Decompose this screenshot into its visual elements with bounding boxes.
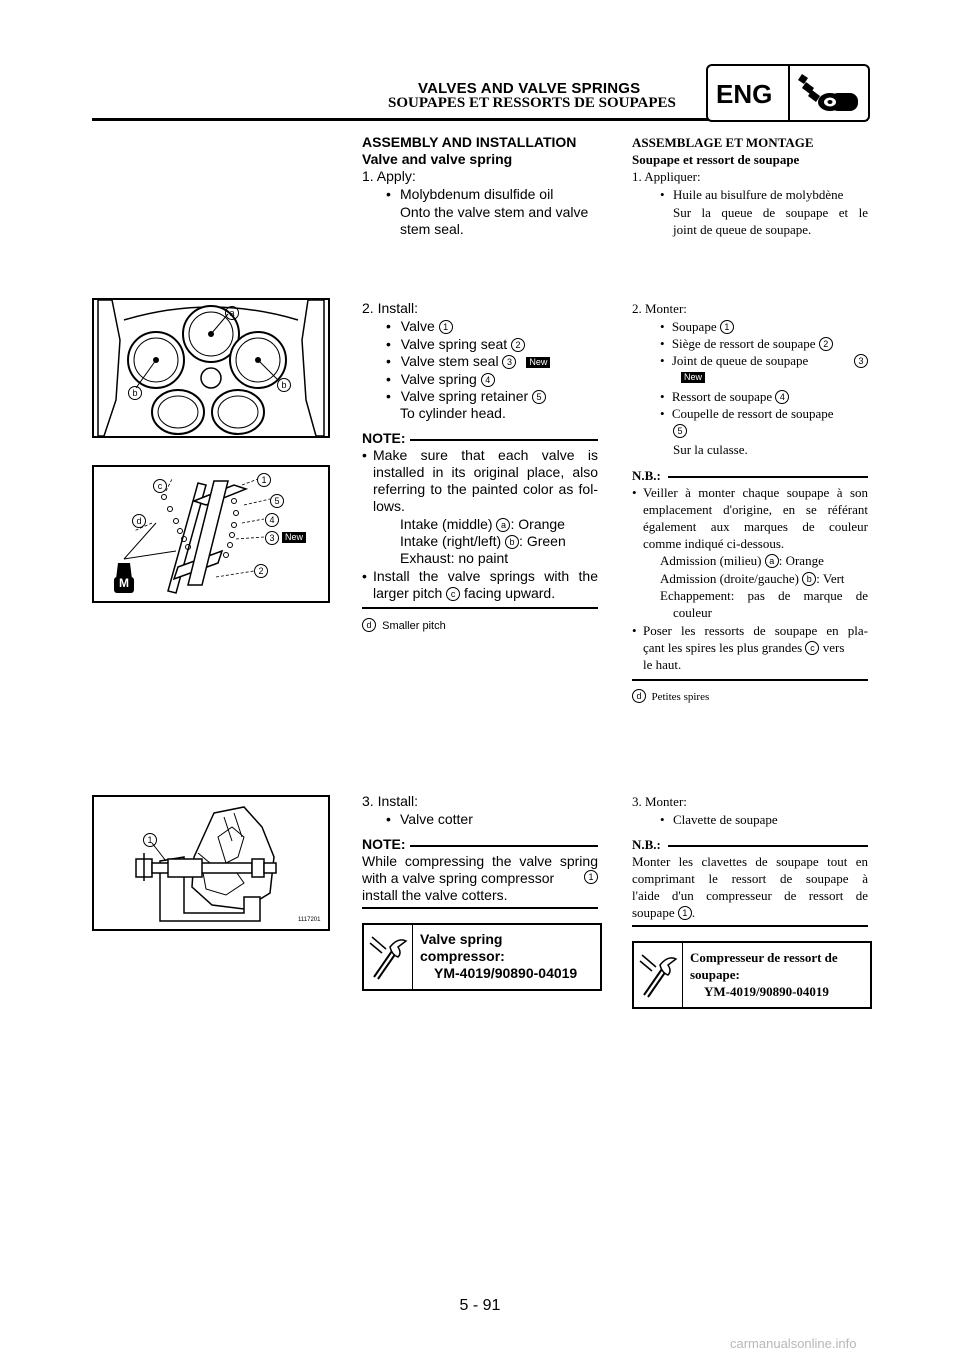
- step2-item-5: • Valve spring retainer 5: [386, 388, 546, 405]
- fr-step2-label: 2. Monter:: [632, 301, 687, 316]
- intake-middle-row: [400, 516, 565, 533]
- fig3-label-1: 1: [143, 833, 157, 847]
- tool-fr-line2: soupape:: [690, 967, 740, 982]
- assembly-subheading: Valve and valve spring: [362, 151, 513, 167]
- fig2-label-5: 5: [270, 494, 284, 508]
- step2-note2-ref-c: c: [446, 587, 460, 601]
- fr-exhaust-line2: couleur: [673, 605, 712, 620]
- step2-legend: [362, 618, 446, 632]
- step1-bullet: •: [386, 186, 391, 202]
- fr-intake-rl-color: : Vert: [816, 571, 845, 586]
- fig2-label-4: 4: [265, 513, 279, 527]
- tool-fr-part-number: YM-4019/90890-04019: [704, 984, 829, 999]
- step2-note1-line1: Make sure that each valve is: [373, 447, 598, 463]
- fig2-label-c: c: [153, 479, 167, 493]
- fr-step2-note-rule: [668, 476, 868, 478]
- intake-rl-label: Intake (right/left): [400, 533, 502, 549]
- intake-middle-ref: a: [496, 518, 510, 532]
- fr-step2-item-2-text: Siège de ressort de soupape: [671, 336, 816, 351]
- figure-cylinder-head: [92, 298, 330, 438]
- fig1-label-b-left: b: [128, 386, 142, 400]
- special-tool-icon: [368, 933, 408, 981]
- step1-detail-2: stem seal.: [400, 221, 464, 237]
- fr-step3-label: 3. Monter:: [632, 794, 687, 809]
- assemblage-subheading: Soupape et ressort de soupape: [632, 152, 800, 167]
- step2-item-3: • Valve stem seal 3 New: [386, 353, 550, 370]
- fr-step3-note-ref-1: 1: [678, 906, 692, 920]
- step2-item-4-text: Valve spring: [400, 371, 477, 387]
- fig2-label-3: 3: [265, 531, 279, 545]
- fr-note2-spires: çant les spires les plus grandes: [643, 640, 803, 655]
- fig2-lube-icon: M: [119, 576, 129, 590]
- fr-step3-note-soupape: soupape: [632, 905, 675, 920]
- fr-note1-line4: comme indiqué ci-dessous.: [643, 536, 785, 551]
- fr-intake-rl-label: Admission (droite/gauche): [660, 571, 799, 586]
- tool-en-line2: compressor:: [420, 948, 505, 964]
- fr-note2-vers: vers: [822, 640, 845, 655]
- step2-to-cylinder-head: To cylinder head.: [400, 405, 506, 421]
- fr-intake-middle-row: [660, 552, 824, 569]
- step2-note2-line1: Install the valve springs with the: [373, 568, 598, 584]
- step3-label: 3. Install:: [362, 793, 419, 809]
- fr-step2-item-2: • Siège de ressort de soupape 2: [660, 335, 833, 352]
- fig1-label-a: a: [225, 306, 239, 320]
- fig2-label-d: d: [132, 514, 146, 528]
- exhaust-row: Exhaust: no paint: [400, 550, 509, 566]
- fr-step2-item-5-num: 5: [673, 424, 687, 438]
- fr-intake-middle-color: : Orange: [778, 553, 824, 568]
- fr-intake-middle-ref: a: [765, 554, 779, 568]
- eng-section-badge: [706, 64, 870, 122]
- step2-note2-facing: facing upward.: [464, 585, 556, 601]
- step1-label: 1. Apply:: [362, 168, 416, 184]
- fr-step2-item-4-text: Ressort de soupape: [671, 389, 773, 404]
- fr-step1-label: 1. Appliquer:: [632, 169, 701, 184]
- step2-note2-bullet: •: [362, 568, 367, 584]
- fr-step2-item-1-text: Soupape: [671, 319, 717, 334]
- step2-note1-line3: referring to the painted color as fol-: [373, 481, 598, 497]
- step2-legend-ref-d: d: [362, 618, 376, 632]
- fr-step3-note-line2: comprimant le ressort de soupape à: [632, 871, 868, 886]
- engine-wrench-icon: [794, 70, 864, 116]
- step3-note-ref-1: 1: [584, 870, 598, 884]
- fr-step2-legend: [632, 689, 709, 703]
- step2-item-2-num: 2: [511, 338, 525, 352]
- fr-step2-item-3: • Joint de queue de soupape: [660, 353, 809, 368]
- header-title-en: VALVES AND VALVE SPRINGS: [418, 80, 641, 97]
- fr-note1-bullet: •: [632, 485, 637, 500]
- fr-step2-item-3-text: Joint de queue de soupape: [671, 353, 809, 368]
- fr-note1-line2: emplacement d'origine, en se référant: [643, 502, 868, 517]
- fr-note2-line3: le haut.: [643, 657, 682, 672]
- fr-step3-note-line1: Monter les clavettes de soupape tout en: [632, 854, 868, 869]
- assembly-heading: ASSEMBLY AND INSTALLATION: [362, 134, 577, 150]
- step3-note-compressor: with a valve spring compressor: [362, 870, 555, 886]
- step2-item-2: • Valve spring seat 2: [386, 336, 525, 353]
- fr-step1-bullet: •: [660, 187, 665, 202]
- fr-step2-note-label: N.B.:: [632, 468, 661, 483]
- tool-box-fr: [632, 941, 872, 1009]
- tool-box-en: [362, 923, 602, 991]
- fr-step2-legend-ref-d: d: [632, 689, 646, 703]
- fr-step2-item-4-num: 4: [775, 390, 789, 404]
- fr-note2-line2: [643, 639, 844, 656]
- fr-step3-note-line4: soupape 1 .: [632, 905, 696, 920]
- step2-item-3-num: 3: [502, 355, 516, 369]
- step2-legend-text: Smaller pitch: [382, 620, 446, 632]
- fr-step2-item-5-text: Coupelle de ressort de soupape: [671, 406, 834, 421]
- fr-intake-rl-row: [660, 570, 845, 587]
- step3-note-line2: [362, 870, 598, 887]
- fig2-new-badge: New: [282, 532, 306, 543]
- special-tool-icon-fr: [638, 951, 678, 999]
- fig3-code: 1117201: [298, 917, 321, 923]
- step3-note-line1: While compressing the valve spring: [362, 853, 598, 869]
- fr-step2-item-2-num: 2: [819, 337, 833, 351]
- fr-note2-line1: Poser les ressorts de soupape en pla-: [643, 623, 868, 638]
- intake-rl-color: : Green: [519, 533, 566, 549]
- intake-middle-label: Intake (middle): [400, 516, 493, 532]
- watermark: carmanualsonline.info: [730, 1336, 857, 1351]
- step2-note2-larger-pitch: larger pitch: [373, 585, 443, 601]
- fr-step2-item-3-new-badge: New: [681, 372, 705, 383]
- step2-item-1-num: 1: [439, 320, 453, 334]
- step2-note-rule: [410, 439, 598, 441]
- page-number: 5 - 91: [459, 1297, 501, 1314]
- step3-note-line3: install the valve cotters.: [362, 887, 508, 903]
- step2-item-3-new-badge: New: [526, 357, 550, 368]
- step2-note2-line2: [373, 585, 555, 602]
- fr-note1-line3: également aux marques de couleur: [643, 519, 868, 534]
- step2-item-1-text: Valve: [400, 318, 435, 334]
- intake-rl-ref: b: [505, 535, 519, 549]
- intake-middle-color: : Orange: [510, 516, 565, 532]
- intake-rl-row: [400, 533, 566, 550]
- step2-item-5-num: 5: [532, 390, 546, 404]
- step2-item-4: • Valve spring 4: [386, 371, 495, 388]
- fr-step2-item-5: • Coupelle de ressort de soupape: [660, 406, 834, 421]
- fr-step3-note-rule: [668, 845, 868, 847]
- fr-step2-item-1: • Soupape 1: [660, 318, 734, 335]
- step2-note1-bullet: •: [362, 447, 367, 463]
- step2-note1-line4: lows.: [373, 498, 405, 514]
- tool-fr-line1: Compresseur de ressort de: [690, 950, 838, 965]
- fig2-label-2: 2: [254, 564, 268, 578]
- fr-step1-detail-2: joint de queue de soupape.: [673, 222, 812, 237]
- tool-en-part-number: YM-4019/90890-04019: [434, 965, 578, 981]
- fr-step1-detail-1: Sur la queue de soupape et le: [673, 205, 868, 220]
- fr-step1-item: Huile au bisulfure de molybdène: [673, 187, 844, 202]
- step2-item-4-num: 4: [481, 373, 495, 387]
- step2-note-label: NOTE:: [362, 430, 406, 446]
- fr-note2-bullet: •: [632, 623, 637, 638]
- fr-step2-note-end-rule: [632, 679, 868, 681]
- step3-bullet: •: [386, 811, 391, 827]
- fr-note1-line1: Veiller à monter chaque soupape à son: [643, 485, 868, 500]
- figure-valve-compressor: [92, 795, 330, 931]
- fr-step2-item-3-num: 3: [854, 354, 868, 368]
- step3-note-end-rule: [362, 907, 598, 909]
- fr-step3-note-end-rule: [632, 925, 868, 927]
- fr-step3-item: Clavette de soupape: [673, 812, 778, 827]
- step2-note1-line2: installed in its original place, also: [373, 464, 598, 480]
- header-title-fr: SOUPAPES ET RESSORTS DE SOUPAPES: [388, 95, 676, 111]
- tool-en-line1: Valve spring: [420, 931, 503, 947]
- step2-note-end-rule: [362, 607, 598, 609]
- step2-item-5-text: Valve spring retainer: [400, 388, 529, 404]
- step2-item-3-text: Valve stem seal: [400, 353, 499, 369]
- fr-step2-item-1-num: 1: [720, 320, 734, 334]
- step1-detail-1: Onto the valve stem and valve: [400, 204, 589, 220]
- fr-step3-note-line3: l'aide d'un compresseur de ressort de: [632, 888, 868, 903]
- assemblage-heading: ASSEMBLAGE ET MONTAGE: [632, 135, 814, 150]
- step3-note-rule: [410, 845, 598, 847]
- step1-item: Molybdenum disulfide oil: [400, 186, 554, 202]
- step2-item-2-text: Valve spring seat: [400, 336, 508, 352]
- step3-note-label: NOTE:: [362, 836, 406, 852]
- fr-intake-middle-label: Admission (milieu): [660, 553, 762, 568]
- fr-step2-item-4: • Ressort de soupape 4: [660, 388, 789, 405]
- fr-step2-to-culasse: Sur la culasse.: [673, 442, 748, 457]
- eng-badge-text: ENG: [716, 79, 773, 109]
- fr-step2-legend-text: Petites spires: [651, 691, 710, 703]
- fr-step3-bullet: •: [660, 812, 665, 827]
- fr-intake-rl-ref: b: [802, 572, 816, 586]
- step2-item-1: • Valve 1: [386, 318, 453, 335]
- fr-step3-note-label: N.B.:: [632, 837, 661, 852]
- fr-note2-ref-c: c: [805, 641, 819, 655]
- fig1-label-b-right: b: [277, 378, 291, 392]
- step2-label: 2. Install:: [362, 300, 419, 316]
- fig2-label-1: 1: [257, 473, 271, 487]
- fr-exhaust-line1: Echappement: pas de marque de: [660, 588, 868, 603]
- step3-item: Valve cotter: [400, 811, 473, 827]
- figure-valve-spring: [92, 465, 330, 603]
